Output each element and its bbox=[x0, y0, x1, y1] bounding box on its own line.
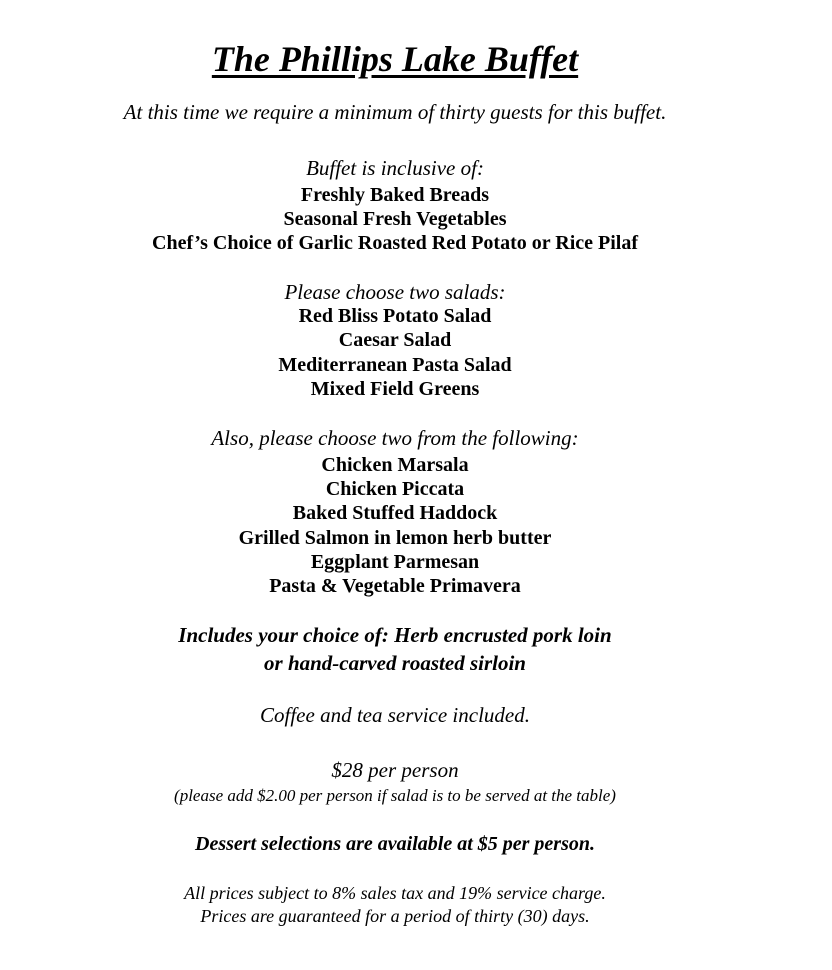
price-per-person: $28 per person bbox=[331, 758, 459, 782]
salad-service-note: (please add $2.00 per person if salad is to be served at the table) bbox=[174, 786, 616, 805]
dessert-note: Dessert selections are available at $5 per person. bbox=[195, 833, 595, 855]
carving-choice-line: Includes your choice of: Herb encrusted pork loin bbox=[178, 623, 612, 647]
entree-item: Baked Stuffed Haddock bbox=[292, 502, 498, 524]
entree-item: Chicken Marsala bbox=[321, 454, 469, 476]
entree-item: Chicken Piccata bbox=[325, 478, 465, 500]
entrees-heading: Also, please choose two from the following: bbox=[211, 426, 579, 450]
salad-item: Caesar Salad bbox=[338, 329, 452, 351]
salad-item: Mixed Field Greens bbox=[310, 378, 480, 400]
fine-print-line: All prices subject to 8% sales tax and 19% service charge. bbox=[184, 883, 606, 903]
fine-print-line: Prices are guaranteed for a period of thirty (30) days. bbox=[200, 906, 590, 926]
inclusive-item: Seasonal Fresh Vegetables bbox=[283, 208, 507, 230]
inclusive-item: Chef’s Choice of Garlic Roasted Red Potato or Rice Pilaf bbox=[152, 232, 638, 254]
inclusive-item: Freshly Baked Breads bbox=[300, 184, 490, 206]
inclusive-heading: Buffet is inclusive of: bbox=[306, 156, 484, 180]
minimum-guests-note: At this time we require a minimum of thirty guests for this buffet. bbox=[123, 100, 667, 124]
salad-item: Mediterranean Pasta Salad bbox=[278, 354, 512, 376]
entree-item: Pasta & Vegetable Primavera bbox=[269, 575, 521, 597]
page-title: The Phillips Lake Buffet bbox=[211, 39, 579, 79]
salad-item: Red Bliss Potato Salad bbox=[298, 305, 492, 327]
entree-item: Eggplant Parmesan bbox=[310, 551, 480, 573]
entree-item: Grilled Salmon in lemon herb butter bbox=[238, 527, 552, 549]
coffee-note: Coffee and tea service included. bbox=[260, 703, 530, 727]
carving-choice-line: or hand-carved roasted sirloin bbox=[264, 651, 526, 675]
salads-heading: Please choose two salads: bbox=[284, 280, 506, 304]
